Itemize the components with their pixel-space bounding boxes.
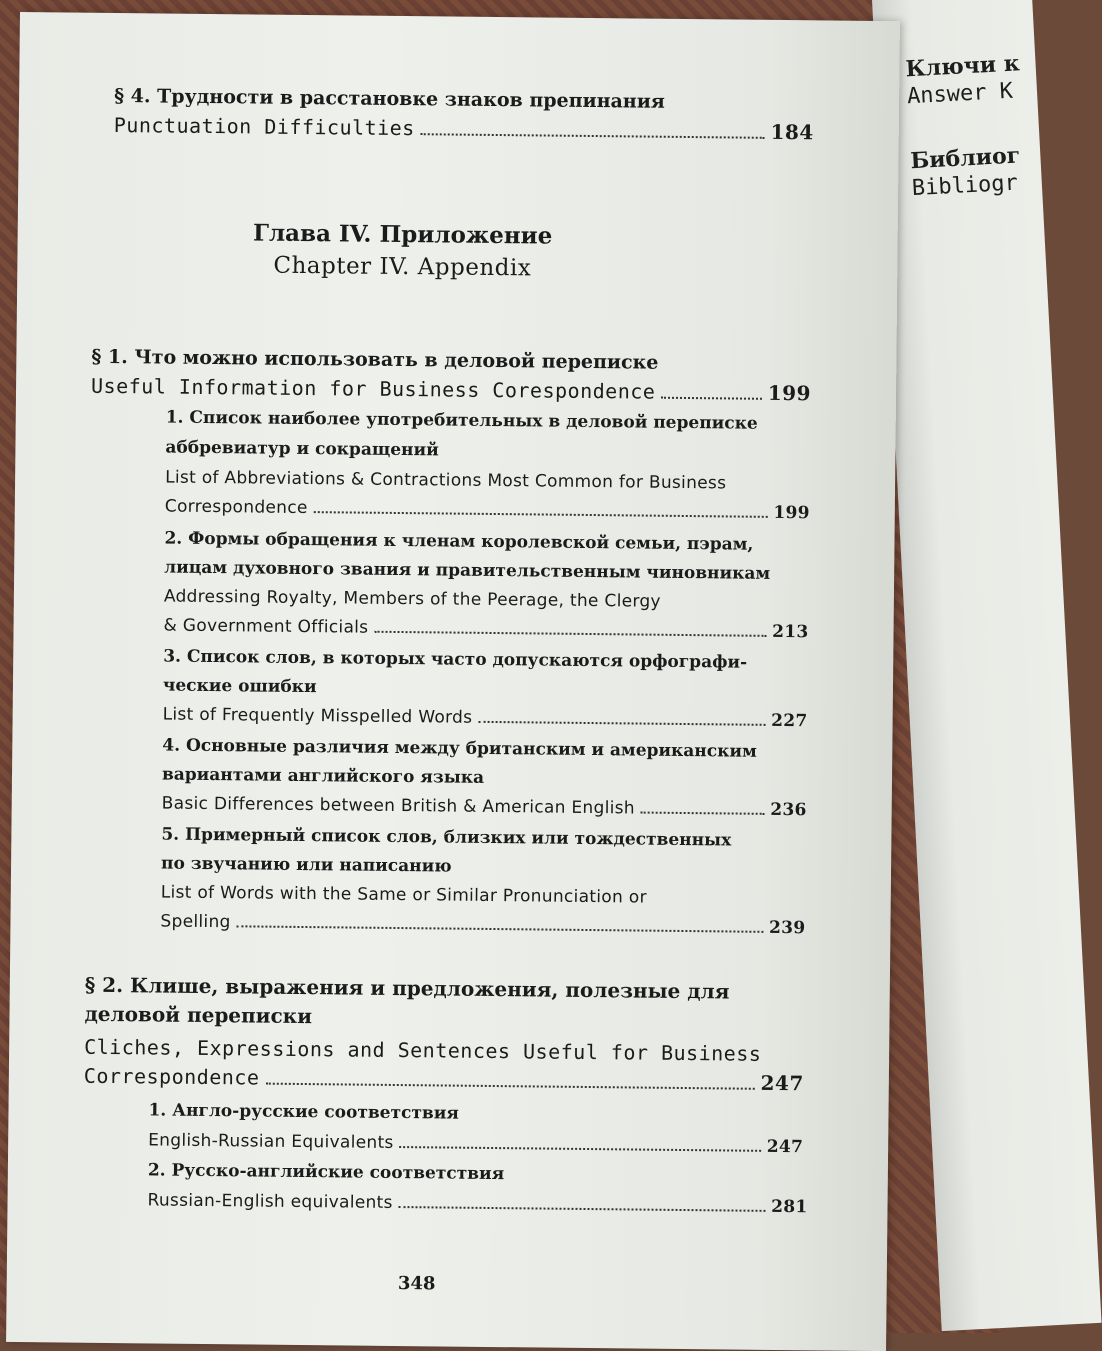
toc-entry [114, 113, 814, 144]
section-title-ru: § 4. Трудности в расстановке знаков препинания [114, 84, 666, 113]
subsection-title-ru: 2. Формы обращения к членам королевской семьи, пэрам, [164, 528, 754, 555]
page-ref: 199 [773, 502, 810, 524]
subsection-title-ru: вариантами английского языка [161, 764, 485, 788]
page-ref: 184 [770, 119, 814, 145]
subsection-title-ru: 5. Примерный список слов, близких или тождественных [161, 824, 732, 851]
subsection-title-en: Spelling [160, 911, 231, 933]
dot-leader [641, 812, 764, 815]
page-ref: 227 [771, 710, 808, 732]
page-number: 348 [397, 1273, 436, 1295]
page-ref: 236 [770, 799, 807, 821]
toc-entry [163, 705, 808, 732]
dot-leader [314, 511, 768, 518]
subsection-title-en: List of Frequently Misspelled Words [162, 704, 473, 728]
dot-leader [399, 1206, 765, 1212]
chapter-title-ru: Глава IV. Приложение [252, 219, 553, 250]
dot-leader [661, 397, 761, 400]
dot-leader [421, 133, 765, 139]
section-title-en: Useful Information for Business Corespondence [90, 373, 656, 404]
toc-entry [147, 1190, 807, 1217]
subsection-title-ru: 1. Список наиболее употребительных в деловой переписке [165, 407, 758, 434]
dot-leader [265, 1083, 754, 1090]
facing-page-line: Bibliogr [911, 170, 1019, 202]
toc-entry [84, 1064, 804, 1096]
section-title-ru: § 1. Что можно использовать в деловой переписке [91, 345, 659, 374]
subsection-title-ru: 4. Основные различия между британским и американским [162, 735, 757, 762]
dot-leader [478, 721, 765, 726]
dot-leader [374, 631, 766, 637]
subsection-title-en: & Government Officials [163, 615, 369, 638]
subsection-title-ru: по звучанию или написанию [160, 853, 452, 877]
subsection-title-en: Russian-English equivalents [147, 1190, 393, 1213]
book-page [6, 12, 900, 1351]
page-ref: 213 [772, 621, 809, 643]
toc-entry [163, 616, 808, 643]
toc-entry [160, 912, 805, 939]
section-title-ru: § 2. Клише, выражения и предложения, полезные для [84, 972, 730, 1004]
chapter-title-en: Chapter IV. Appendix [273, 252, 532, 282]
section-title-en: Correspondence [83, 1063, 260, 1090]
page-ref: 239 [768, 917, 806, 939]
subsection-title-en: List of Abbreviations & Contractions Most Common for Business [165, 467, 727, 494]
page-ref: 247 [760, 1070, 804, 1096]
toc-entry [162, 794, 807, 821]
subsection-title-ru: ческие ошибки [162, 675, 317, 698]
subsection-title-en: Addressing Royalty, Members of the Peerage, the Clergy [163, 586, 661, 612]
toc-entry [165, 497, 810, 524]
table-of-contents [6, 12, 900, 1351]
section-title-en: Cliches, Expressions and Sentences Useful for Business [84, 1034, 762, 1066]
page-ref: 247 [766, 1136, 804, 1158]
dot-leader [237, 925, 763, 933]
facing-page-line: Ключи к [904, 50, 1021, 83]
subsection-title-en: Correspondence [164, 496, 308, 519]
subsection-title-en: Basic Differences between British & American English [161, 793, 636, 819]
subsection-title-en: English-Russian Equivalents [148, 1130, 394, 1153]
section-title-ru: деловой переписки [84, 1001, 313, 1029]
subsection-title-ru: 3. Список слов, в которых часто допускаются орфографи- [163, 646, 748, 673]
dot-leader [400, 1146, 761, 1152]
page-ref: 199 [767, 380, 812, 406]
subsection-title-ru: 1. Англо-русские соответствия [148, 1100, 460, 1124]
subsection-title-ru: 2. Русско-английские соответствия [147, 1160, 505, 1185]
section-title-en: Punctuation Difficulties [113, 112, 415, 141]
subsection-title-en: List of Words with the Same or Similar Pronunciation or [160, 882, 647, 908]
toc-entry [91, 374, 811, 406]
toc-entry [148, 1130, 803, 1157]
page-ref: 281 [771, 1196, 808, 1218]
facing-page-line: Библиог [909, 142, 1021, 175]
subsection-title-ru: лицам духовного звания и правительственным чиновникам [164, 557, 771, 584]
subsection-title-ru: аббревиатур и сокращений [165, 437, 439, 461]
facing-page-line: Answer K [906, 78, 1014, 110]
